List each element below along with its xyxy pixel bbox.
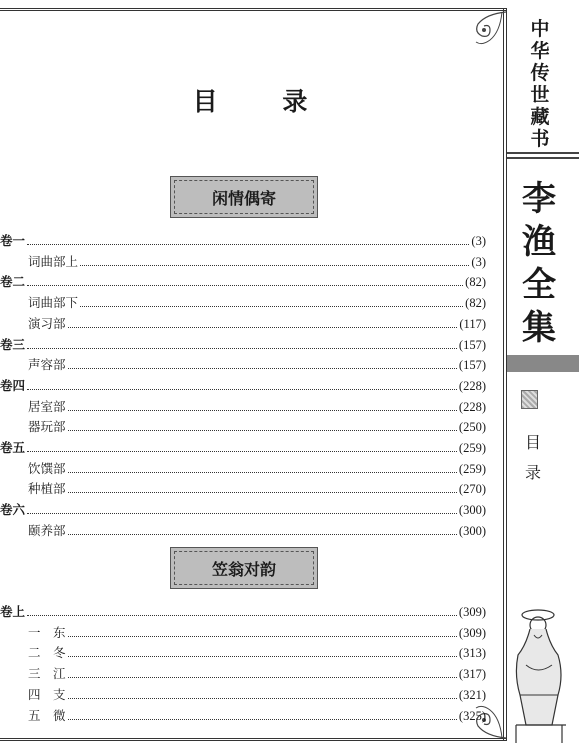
side-band [507, 355, 579, 372]
toc-page-number: (117) [459, 316, 486, 331]
dot-leader [68, 719, 457, 720]
toc-page-number: (259) [458, 441, 486, 455]
toc-entry[interactable] [0, 641, 486, 661]
toc-page-number: (82) [465, 296, 486, 311]
side-section-label: 目 录 [525, 433, 542, 482]
dot-leader [27, 513, 457, 514]
dot-leader [27, 348, 457, 349]
toc-page-number: (313) [458, 646, 486, 661]
dot-leader [68, 656, 457, 657]
dot-leader [80, 306, 463, 307]
toc-entry[interactable] [0, 291, 486, 311]
toc-entry-label: 四 支 [28, 686, 66, 702]
toc-entry[interactable] [0, 621, 486, 641]
toc-entry-label: 卷四 [0, 377, 26, 393]
section-title: 闲情偶寄 [211, 188, 276, 208]
dot-leader [68, 492, 457, 493]
toc-page-number: (157) [458, 358, 486, 373]
dot-leader [27, 615, 457, 616]
toc-entry[interactable] [0, 374, 486, 394]
dot-leader [68, 410, 457, 411]
toc-page-number: (325) [458, 708, 486, 723]
toc-page-number: (300) [458, 503, 486, 518]
seal-icon [521, 390, 538, 409]
toc-page-number: (228) [458, 399, 486, 414]
toc-entry[interactable] [0, 353, 486, 373]
page-border-top [0, 8, 506, 11]
side-divider [507, 157, 579, 159]
toc-entry[interactable] [0, 436, 486, 456]
dot-leader [68, 368, 457, 369]
section-heading [170, 547, 318, 589]
toc-page-number: (228) [458, 378, 486, 393]
dot-leader [68, 698, 457, 699]
toc-entry[interactable] [0, 415, 486, 435]
toc-page-number: (270) [458, 482, 486, 497]
toc-entry-label: 卷五 [0, 440, 26, 455]
toc-entry-label: 种植部 [28, 481, 66, 497]
dot-leader [68, 430, 457, 431]
dot-leader [27, 451, 457, 452]
toc-entry[interactable] [0, 333, 486, 353]
dot-leader [80, 265, 469, 266]
dot-leader [27, 244, 469, 245]
toc-entry-label: 二 冬 [28, 645, 66, 661]
toc-entry-label: 居室部 [28, 398, 66, 414]
dot-leader [68, 636, 457, 637]
scholar-figure-icon [506, 605, 579, 745]
toc-entry-label: 卷上 [0, 604, 26, 619]
toc-entry[interactable] [0, 312, 486, 332]
dot-leader [68, 677, 457, 678]
toc-entry[interactable] [0, 498, 486, 518]
toc-entry-label: 卷一 [0, 233, 26, 248]
toc-entry[interactable] [0, 250, 486, 270]
toc-entry-label: 卷二 [0, 274, 26, 290]
toc-entry-label: 词曲部上 [28, 253, 79, 269]
side-divider [507, 152, 579, 154]
dot-leader [68, 327, 458, 328]
toc-entry-label: 三 江 [28, 666, 66, 682]
page-border-bottom [0, 738, 506, 741]
toc-entry[interactable] [0, 395, 486, 415]
toc-entry[interactable] [0, 229, 486, 249]
toc-entry[interactable] [0, 477, 486, 497]
page-title: 目 录 [192, 87, 336, 116]
toc-entry[interactable] [0, 270, 486, 290]
toc-entry[interactable] [0, 683, 486, 703]
toc-entry-label: 颐养部 [28, 522, 66, 538]
toc-entry-label: 一 东 [28, 624, 66, 640]
toc-page-number: (259) [458, 461, 486, 476]
toc-entry-label: 器玩部 [28, 419, 66, 435]
toc-page-number: (157) [458, 337, 486, 352]
toc-page-number: (317) [458, 667, 486, 682]
toc-entry[interactable] [0, 457, 486, 477]
toc-page-number: (321) [458, 687, 486, 702]
toc-page-number: (82) [465, 275, 486, 290]
toc-entry-label: 饮馔部 [28, 460, 66, 476]
toc-entry-label: 词曲部下 [28, 295, 79, 311]
toc-entry-label: 演习部 [28, 315, 66, 331]
toc-entry-label: 卷三 [0, 336, 26, 352]
section-heading [170, 176, 318, 218]
toc-entry-label: 声容部 [28, 357, 66, 373]
toc-page-number: (300) [458, 523, 486, 538]
dot-leader [68, 472, 457, 473]
toc-entry-label: 五 微 [28, 707, 66, 723]
toc-page-number: (3) [471, 234, 486, 248]
toc-entry[interactable] [0, 662, 486, 682]
dot-leader [68, 534, 457, 535]
dot-leader [27, 389, 457, 390]
section-title: 笠翁对韵 [211, 559, 276, 579]
toc-entry[interactable] [0, 519, 486, 539]
toc-entry-label: 卷六 [0, 502, 26, 518]
toc-page-number: (309) [458, 625, 486, 640]
toc-entry[interactable] [0, 704, 486, 724]
toc-page-number: (309) [458, 605, 486, 619]
toc-page-number: (3) [471, 254, 486, 269]
toc-page-number: (250) [458, 420, 486, 435]
toc-entry[interactable] [0, 600, 486, 620]
dot-leader [27, 285, 463, 286]
corner-ornament-icon [456, 10, 506, 50]
book-title: 李 渔 全 集 [522, 179, 556, 348]
series-name: 中 华 传 世 藏 书 [530, 18, 550, 150]
